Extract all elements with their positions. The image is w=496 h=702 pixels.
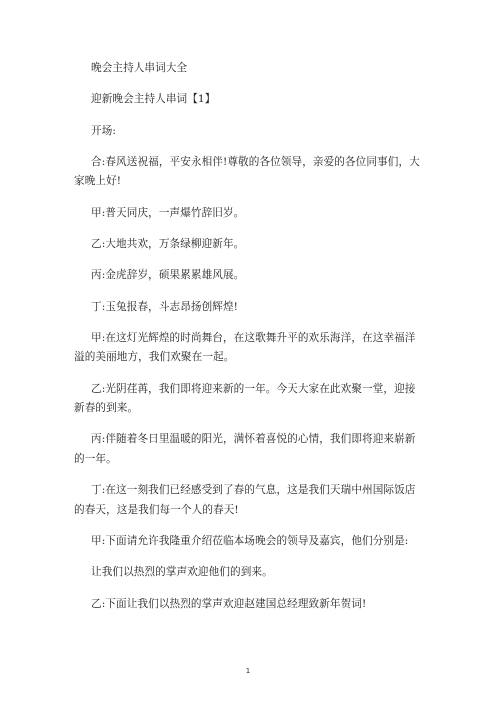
paragraph: 丁:玉兔报春，斗志昂扬创辉煌!	[91, 300, 239, 313]
document-title: 晚会主持人串词大全	[91, 62, 188, 74]
document-body	[74, 59, 424, 626]
paragraph: 乙:光阴荏苒，我们即将迎来新的一年。今天大家在此欢聚一堂，迎接新春的到来。	[74, 382, 416, 415]
page-number: 1	[245, 667, 251, 675]
paragraph: 让我们以热烈的掌声欢迎他们的到来。	[91, 566, 273, 579]
paragraph: 丙:伴随着冬日里温暖的阳光，满怀着喜悦的心情，我们即将迎来崭新的一年。	[74, 433, 416, 465]
paragraph: 甲:普天同庆，一声爆竹辞旧岁。	[91, 206, 245, 219]
paragraph-opening: 开场:	[91, 124, 117, 137]
paragraph: 甲:下面请允许我隆重介绍莅临本场晚会的领导及嘉宾，他们分别是:	[91, 535, 409, 548]
paragraph: 合:春风送祝福，平安永相伴!尊敬的各位领导，亲爱的各位同事们，大家晚上好!	[74, 155, 420, 188]
paragraph: 丁:在这一刻我们已经感受到了春的气息，这是我们天瑞中州国际饭店的春天，这是我们每一个人的春天!	[74, 484, 416, 516]
paragraph: 丙:金虎辞岁，硕果累累雄风展。	[91, 269, 245, 282]
section-heading: 迎新晚会主持人串词【1】	[91, 93, 216, 106]
paragraph: 乙:大地共欢，万条绿柳迎新年。	[91, 237, 245, 250]
paragraph: 乙:下面让我们以热烈的掌声欢迎赵建国总经理致新年贺词!	[91, 597, 367, 610]
paragraph: 甲:在这灯光辉煌的时尚舞台，在这歌舞升平的欢乐海洋，在这幸福洋溢的美丽地方，我们欢聚在一起。	[74, 331, 416, 364]
